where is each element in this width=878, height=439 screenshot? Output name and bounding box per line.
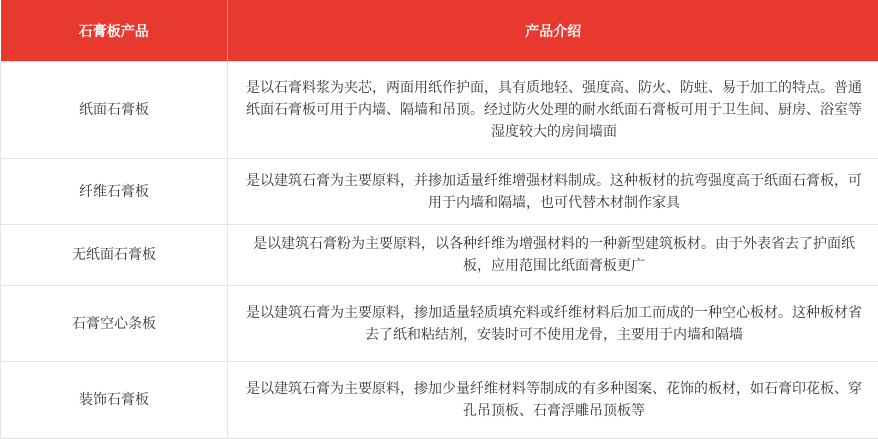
table-row [1,225,878,286]
table-row [1,159,878,225]
product-name: 无纸面石膏板 [1,225,228,286]
product-name: 装饰石膏板 [1,362,228,439]
product-name: 纤维石膏板 [1,159,228,225]
header-row [1,0,878,62]
header-product: 石膏板产品 [1,0,228,62]
product-name: 石膏空心条板 [1,286,228,362]
product-description: 是以石膏料浆为夹芯，两面用纸作护面，具有质地轻、强度高、防火、防蛀、易于加工的特点。普通纸面石膏板可用于内墙、隔墙和吊顶。经过防火处理的耐水纸面石膏板可用于卫生间、厨房、浴室等湿度较大的房间墙面 [228,62,878,159]
product-description: 是以建筑石膏为主要原料，掺加少量纤维材料等制成的有多种图案、花饰的板材，如石膏印花板、穿孔吊顶板、石膏浮雕吊顶板等 [228,362,878,439]
product-description: 是以建筑石膏为主要原料，并掺加适量纤维增强材料制成。这种板材的抗弯强度高于纸面石膏板，可用于内墙和隔墙，也可代替木材制作家具 [228,159,878,225]
table-row [1,286,878,362]
product-description: 是以建筑石膏粉为主要原料，以各种纤维为增强材料的一种新型建筑板材。由于外表省去了护面纸板，应用范围比纸面膏板更广 [228,225,878,286]
product-name: 纸面石膏板 [1,62,228,159]
product-description: 是以建筑石膏为主要原料，掺加适量轻质填充料或纤维材料后加工而成的一种空心板材。这种板材省去了纸和粘结剂，安装时可不使用龙骨，主要用于内墙和隔墙 [228,286,878,362]
table-row [1,362,878,439]
table-row [1,62,878,159]
header-description: 产品介绍 [228,0,878,62]
